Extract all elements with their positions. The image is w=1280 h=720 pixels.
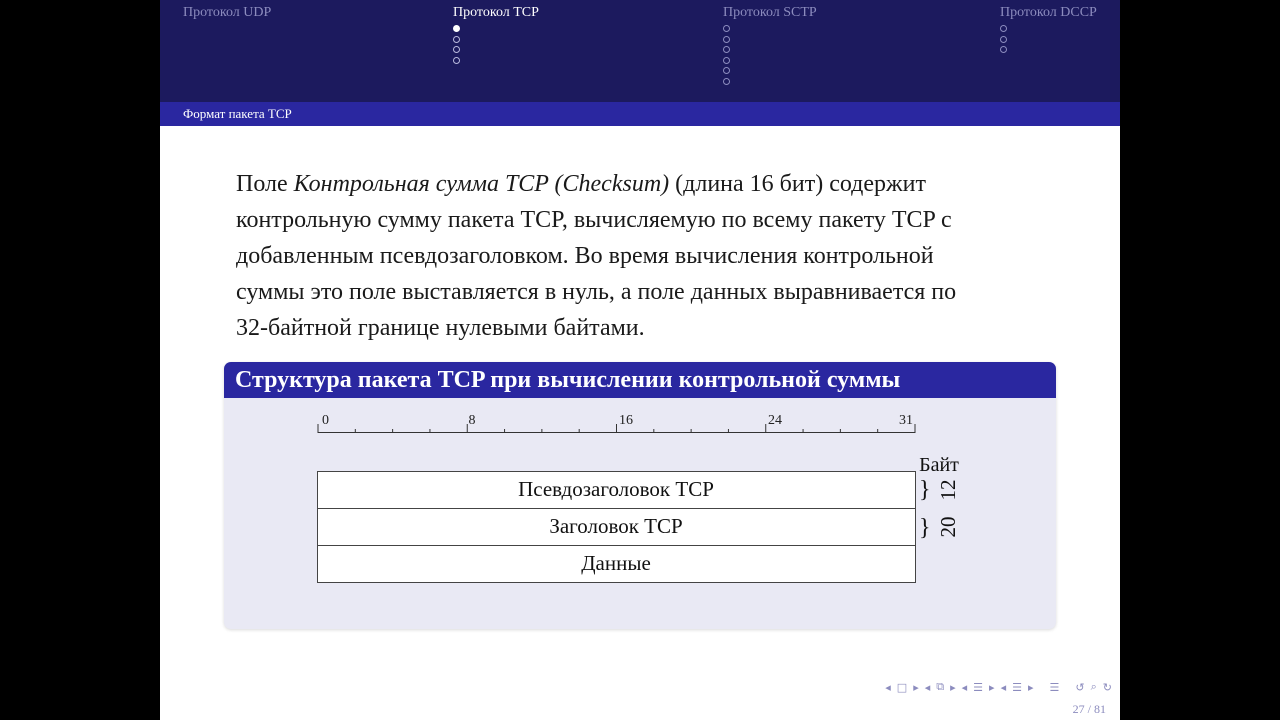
body-text-part: (длина 16 бит) содержит [669,171,926,197]
frame-subtitle-bar [160,102,1120,126]
redo-icon[interactable]: ↻ [1102,680,1112,694]
beamer-navigation-symbols [885,680,1112,694]
nav-section-sctp[interactable] [723,5,817,89]
bit-label-0: 0 [322,413,329,428]
nav-section-title[interactable]: Протокол UDP [183,5,272,20]
prev-frame-icon[interactable]: ◂ [924,680,931,694]
subsection-dot-icon[interactable] [453,36,460,43]
nav-section-title[interactable]: Протокол SCTP [723,5,817,20]
prev-section-icon[interactable]: ◂ [1000,680,1007,694]
subsection-dot-current-icon[interactable] [453,25,460,32]
body-line: контрольную сумму пакета TCP, вычисляемую по всему пакету TCP с [236,207,952,233]
byte-unit-label: Байт [919,454,959,476]
document-icon[interactable]: ☰ [1049,680,1060,694]
subsection-dot-icon[interactable] [1000,46,1007,53]
subsection-dot-icon[interactable] [453,46,460,53]
body-line: 32-байтной границе нулевыми байтами. [236,315,645,341]
subsection-dot-icon[interactable] [723,78,730,85]
subsection-dot-icon[interactable] [723,67,730,74]
next-frame-icon[interactable]: ▸ [950,680,956,694]
bit-label-31: 31 [899,413,913,428]
prev-subsection-icon[interactable]: ◂ [961,680,968,694]
next-slide-icon[interactable]: ▸ [913,680,919,694]
brace-icon: } [919,477,931,503]
subsection-dot-icon[interactable] [723,57,730,64]
bit-label-16: 16 [619,413,633,428]
prev-slide-icon[interactable]: ◂ [885,680,891,694]
frame-subtitle: Формат пакета TCP [183,106,292,121]
subsection-dot-icon[interactable] [723,46,730,53]
subsection-dot-icon[interactable] [723,25,730,32]
brace-icon: } [919,515,931,541]
undo-icon[interactable]: ↺ [1075,680,1085,694]
section-icon[interactable]: ☰ [1012,680,1022,694]
row-label: Псевдозаголовок TCP [518,477,714,501]
nav-section-tcp[interactable] [453,5,539,67]
bit-ruler-ticks [318,424,915,433]
next-subsection-icon[interactable]: ▸ [989,680,995,694]
section-navigation [160,0,1120,102]
block-title: Структура пакета TCP при вычислении контрольной суммы [224,362,1056,398]
bit-label-8: 8 [468,413,476,428]
subsection-dots [1000,25,1097,57]
nav-section-title[interactable]: Протокол DCCP [1000,5,1097,20]
nav-section-udp[interactable] [183,5,271,21]
subsection-dot-icon[interactable] [453,57,460,64]
body-line [236,166,1036,202]
body-line: суммы это поле выставляется в нуль, а поле данных выравнивается по [236,279,957,305]
subsection-dot-icon[interactable] [1000,25,1007,32]
packet-structure-diagram [224,398,1056,629]
page-number: 27 / 81 [1072,702,1106,716]
byte-count: 12 [936,479,960,501]
slide [160,0,1120,720]
row-label: Заголовок TCP [549,514,683,538]
slide-icon[interactable]: □ [896,680,908,694]
field-name-emphasis: Контрольная сумма TCP (Checksum) [293,171,670,197]
frame-icon[interactable]: ⧉ [936,680,945,693]
subsection-dots [723,25,817,89]
nav-section-title[interactable]: Протокол TCP [453,5,539,20]
structure-block [224,362,1056,629]
bit-label-24: 24 [768,413,782,428]
body-text-part: Поле [236,171,294,197]
nav-section-dccp[interactable] [1000,5,1097,57]
subsection-dot-icon[interactable] [1000,36,1007,43]
subsection-icon[interactable]: ☰ [973,680,984,694]
subsection-dot-icon[interactable] [723,36,730,43]
next-section-icon[interactable]: ▸ [1027,680,1034,694]
body-paragraph [236,166,1036,346]
row-label: Данные [581,551,651,575]
search-icon[interactable]: ⌕ [1090,680,1097,693]
subsection-dots [453,25,539,67]
body-line: добавленным псевдозаголовком. Во время вычисления контрольной [236,243,934,269]
byte-count: 20 [936,516,960,538]
